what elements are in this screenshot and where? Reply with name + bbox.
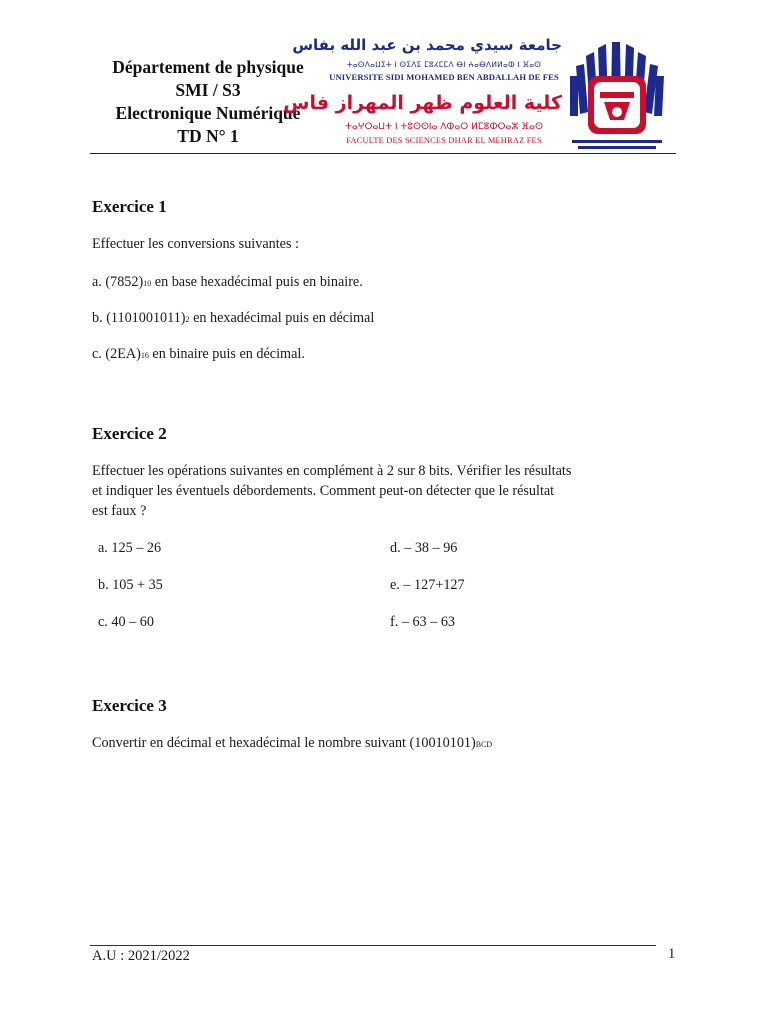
french-faculty-name: FACULTE DES SCIENCES DHAR EL MEHRAZ FES	[346, 136, 542, 145]
operation-e: e. – 127+127	[390, 577, 465, 593]
french-university-name: UNIVERSITE SIDI MOHAMED BEN ABDALLAH DE FES	[329, 72, 559, 82]
footer-divider	[90, 945, 656, 946]
department-name: Département de physique	[112, 57, 304, 77]
operation-a: a. 125 – 26	[98, 540, 162, 556]
course-name: Electronique Numérique	[115, 103, 301, 123]
item-a-number: a. (7852)	[92, 274, 144, 290]
university-emblem-icon	[564, 36, 670, 154]
item-a-base: 10	[143, 279, 152, 288]
operation-b: b. 105 + 35	[98, 577, 163, 593]
exercise-1-title: Exercice 1	[92, 197, 167, 216]
tifinagh-faculty-name: ⵜⴰⵖⵔⴰⵡⵜ ⵏ ⵜⵓⵙⵙⵏⴰ ⴷⵀⴰⵔ ⵍⵎⴻⵀⵔⴰⵣ ⴼⴰⵙ	[345, 122, 543, 132]
bcd-subscript: BCD	[475, 740, 493, 749]
exercise-3-text	[92, 735, 492, 752]
item-b-number: b. (1101001011)	[92, 310, 186, 326]
exercise-2-intro-line-1: Effectuer les opérations suivantes en complément à 2 sur 8 bits. Vérifier les résultats	[92, 463, 572, 479]
header-divider	[90, 153, 676, 154]
program-label: SMI / S3	[175, 80, 241, 100]
item-b-base: 2	[185, 315, 190, 324]
exercise-2-intro-line-3: est faux ?	[92, 503, 147, 519]
item-b-text: en hexadécimal puis en décimal	[189, 310, 375, 326]
item-a-text: en base hexadécimal puis en binaire.	[151, 274, 363, 290]
arabic-university-name: جامعة سيدي محمد بن عبد الله بفاس	[292, 36, 562, 54]
university-logo-text	[283, 36, 562, 148]
exercise-1-item-c	[92, 346, 305, 363]
operation-d: d. – 38 – 96	[390, 540, 458, 556]
exercise-2-intro-line-2: et indiquer les éventuels débordements. Comment peut-on détecter que le résultat	[92, 483, 555, 499]
tifinagh-university-name: ⵜⴰⵙⴷⴰⵡⵉⵜ ⵏ ⵙⵉⴷⵉ ⵎⵓⵃⵎⵎⴷ ⴱⵏ ⵄⴰⴱⴷⵍⵍⴰⵀ ⵏ ⴼⴰⵙ	[346, 60, 542, 69]
item-c-number: c. (2EA)	[92, 346, 141, 362]
operation-c: c. 40 – 60	[98, 614, 154, 630]
td-number: TD N° 1	[177, 126, 239, 146]
exercise-3-title: Exercice 3	[92, 696, 167, 715]
exercise-1-item-a	[92, 274, 363, 291]
exercise-2-title: Exercice 2	[92, 424, 167, 443]
arabic-faculty-name: كلية العلوم ظهر المهراز فاس	[283, 92, 562, 114]
page-number: 1	[668, 946, 676, 962]
item-c-text: en binaire puis en décimal.	[148, 346, 305, 362]
exercise-3-statement: Convertir en décimal et hexadécimal le nombre suivant (10010101)	[92, 735, 476, 751]
item-c-base: 16	[140, 351, 149, 360]
exercise-1-intro: Effectuer les conversions suivantes :	[92, 236, 299, 252]
operation-f: f. – 63 – 63	[390, 614, 456, 630]
academic-year: A.U : 2021/2022	[92, 948, 190, 964]
exercise-1-item-b	[92, 310, 374, 327]
